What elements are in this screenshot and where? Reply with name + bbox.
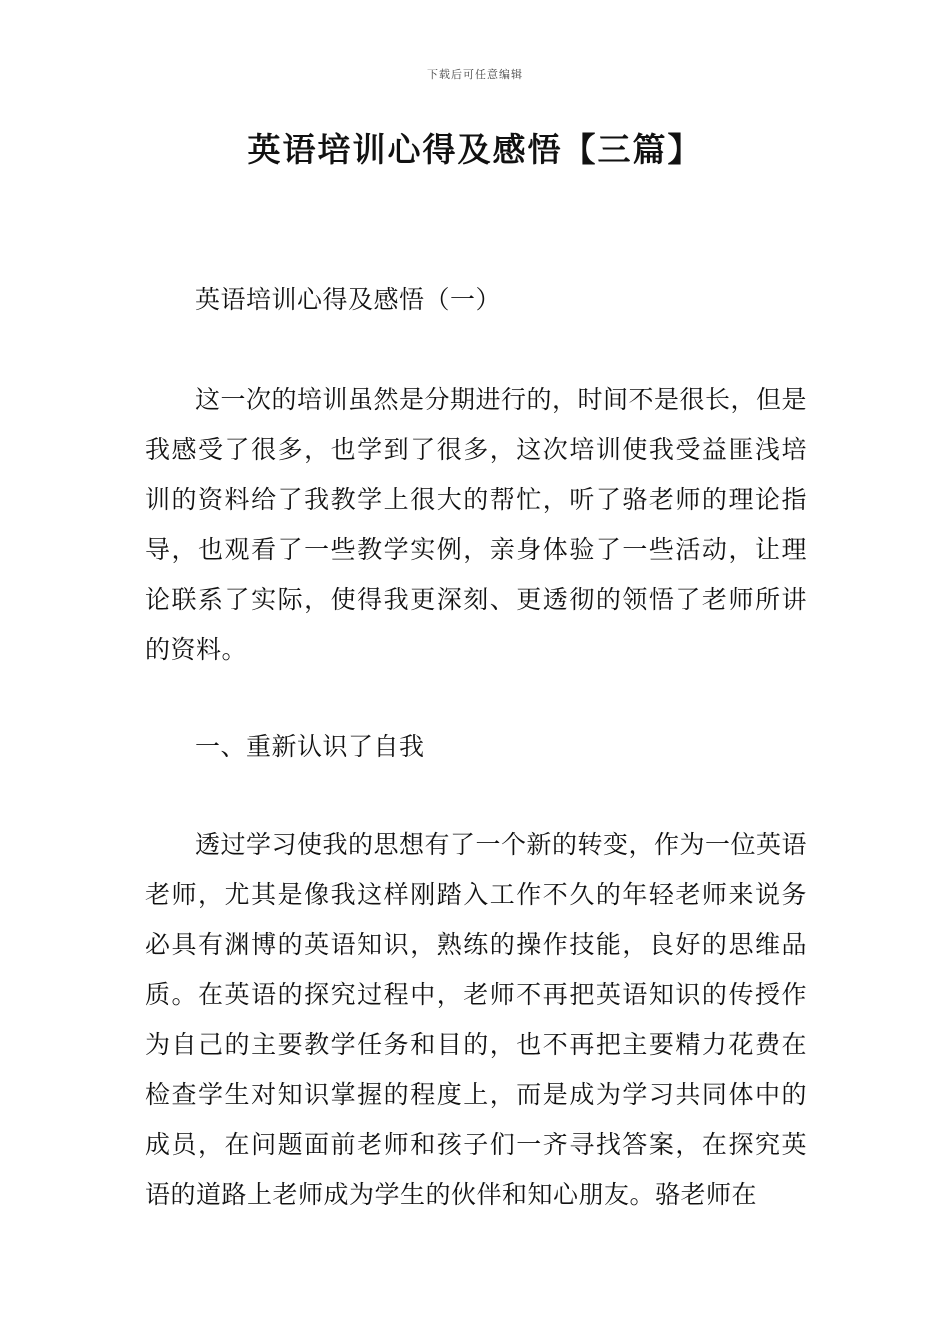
body-paragraph-1: 这一次的培训虽然是分期进行的，时间不是很长，但是我感受了很多，也学到了很多，这次培训使我受益匪浅培训的资料给了我教学上很大的帮忙，听了骆老师的理论指导，也观看了一些教学实例，亲身体验了一些活动，让理论联系了实际，使得我更深刻、更透彻的领悟了老师所讲的资料。 bbox=[145, 385, 808, 664]
header-note: 下载后可任意编辑 bbox=[427, 68, 523, 81]
document-title: 英语培训心得及感悟【三篇】 bbox=[247, 130, 703, 169]
body-paragraph-2: 透过学习使我的思想有了一个新的转变，作为一位英语老师，尤其是像我这样刚踏入工作不久的年轻老师来说务必具有渊博的英语知识，熟练的操作技能，良好的思维品质。在英语的探究过程中，老师不再把英语知识的传授作为自己的主要教学任务和目的，也不再把主要精力花费在检查学生对知识掌握的程度上，而是成为学习共同体中的成员，在问题面前老师和孩子们一齐寻找答案，在探究英语的道路上老师成为学生的伙伴和知心朋友。骆老师在 bbox=[145, 830, 808, 1209]
section-subtitle: 英语培训心得及感悟（一） bbox=[195, 285, 502, 314]
section-heading-1: 一、重新认识了自我 bbox=[195, 732, 425, 761]
